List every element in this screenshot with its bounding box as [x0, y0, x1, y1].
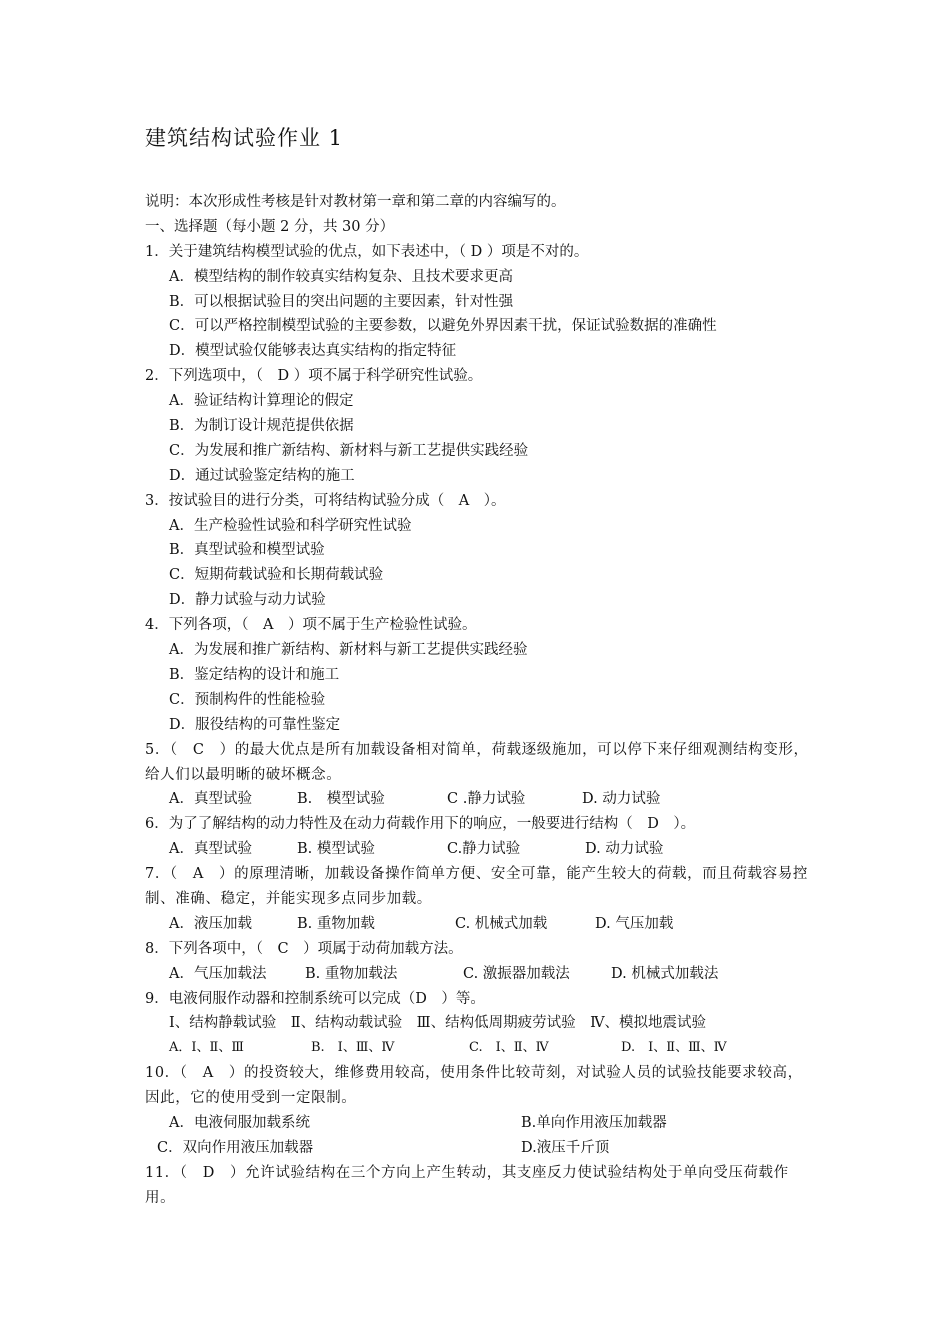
option-row: [145, 1111, 825, 1136]
option-d: D. 机械式加载法: [611, 965, 719, 982]
option-b: B．真型试验和模型试验: [169, 542, 325, 559]
option-b: B．可以根据试验目的突出问题的主要因素，针对性强: [169, 293, 514, 310]
option-d: D．服役结构的可靠性鉴定: [169, 716, 341, 733]
option-a: A．液压加载: [169, 915, 252, 932]
question-stem: 7．（ A ）的原理清晰，加载设备操作简单方便、安全可靠，能产生较大的荷载，而且荷载容易控制、准确、稳定，并能实现多点同步加载。: [145, 866, 808, 907]
option-a: A．真型试验: [169, 841, 252, 858]
page-title: 建筑结构试验作业 1: [145, 126, 344, 150]
option-c: C．预制构件的性能检验: [169, 691, 326, 708]
option-c: C. Ⅰ、Ⅱ、Ⅳ: [469, 1040, 549, 1056]
option-row: [145, 787, 825, 812]
option-d: D. 动力试验: [585, 841, 664, 858]
option-c: C．短期荷载试验和长期荷载试验: [169, 567, 384, 584]
question-stem: 2．下列选项中，（ D ）项不属于科学研究性试验。: [145, 368, 483, 385]
document-body: [145, 190, 825, 1211]
option-c: C. 激振器加载法: [463, 965, 570, 982]
option-b: B. 重物加载: [297, 915, 375, 932]
option-a: A．真型试验: [169, 791, 252, 808]
option-b: B.单向作用液压加载器: [521, 1115, 667, 1132]
option-a: A．验证结构计算理论的假定: [169, 393, 354, 410]
option-row: [145, 962, 825, 987]
option-c: C．双向作用液压加载器: [157, 1139, 314, 1156]
question-stem: 6．为了了解结构的动力特性及在动力荷载作用下的响应，一般要进行结构（ D ）。: [145, 816, 696, 833]
option-a: A．模型结构的制作较真实结构复杂、且技术要求更高: [169, 268, 513, 285]
option-b: B. 模型试验: [297, 841, 375, 858]
question-stem: 10．（ A ）的投资较大，维修费用较高，使用条件比较苛刻，对试验人员的试验技能要求较高，因此，它的使用受到一定限制。: [145, 1065, 803, 1107]
option-a: A．为发展和推广新结构、新材料与新工艺提供实践经验: [169, 642, 528, 659]
option-d: D．通过试验鉴定结构的施工: [169, 467, 355, 484]
option-d: D.液压千斤顶: [521, 1139, 610, 1156]
question-stem: 1．关于建筑结构模型试验的优点，如下表述中，（ D ）项是不对的。: [145, 243, 589, 260]
question-stem: 4．下列各项，（ A ）项不属于生产检验性试验。: [145, 617, 477, 634]
option-c: C．为发展和推广新结构、新材料与新工艺提供实践经验: [169, 442, 529, 459]
option-d: D. 动力试验: [582, 791, 661, 808]
option-d: D．静力试验与动力试验: [169, 592, 326, 609]
option-row: [145, 1036, 825, 1061]
option-b: B. 重物加载法: [305, 965, 398, 982]
question-stem: 5．（ C ）的最大优点是所有加载设备相对简单，荷载逐级施加，可以停下来仔细观测结构变形，给人们以最明晰的破坏概念。: [145, 741, 809, 783]
option-row: [145, 837, 825, 862]
option-a: A．Ⅰ、Ⅱ、Ⅲ: [169, 1040, 244, 1056]
option-c: C .静力试验: [447, 791, 526, 808]
option-b: B. Ⅰ、Ⅲ、Ⅳ: [311, 1040, 395, 1056]
option-row: [145, 1136, 825, 1161]
question-stem: 9．电液伺服作动器和控制系统可以完成（D ）等。: [145, 990, 485, 1007]
option-c: C.静力试验: [447, 841, 521, 858]
option-c: C. 机械式加载: [455, 915, 548, 932]
option-d: D. Ⅰ、Ⅱ、Ⅲ、Ⅳ: [621, 1040, 727, 1056]
option-b: B．为制订设计规范提供依据: [169, 418, 354, 435]
option-d: D. 气压加载: [595, 915, 674, 932]
option-c: C．可以严格控制模型试验的主要参数，以避免外界因素干扰，保证试验数据的准确性: [169, 318, 717, 335]
option-a: A．生产检验性试验和科学研究性试验: [169, 517, 412, 534]
section-heading: 一、选择题（每小题 2 分，共 30 分）: [145, 218, 395, 235]
question-stem: 3．按试验目的进行分类，可将结构试验分成（ A ）。: [145, 492, 506, 509]
intro-note: 说明：本次形成性考核是针对教材第一章和第二章的内容编写的。: [145, 194, 566, 210]
option-b: B．鉴定结构的设计和施工: [169, 666, 340, 683]
option-row: [145, 912, 825, 937]
question-stem: 11．（ D ）允许试验结构在三个方向上产生转动，其支座反力使试验结构处于单向受压荷载作用。: [145, 1164, 789, 1206]
option-b: B. 模型试验: [297, 791, 385, 808]
question-stem: 8．下列各项中，（ C ）项属于动荷加载方法。: [145, 940, 463, 957]
option-a: A．气压加载法: [169, 965, 267, 982]
option-d: D．模型试验仅能够表达真实结构的指定特征: [169, 343, 457, 360]
statement-list: Ⅰ、结构静载试验 Ⅱ、结构动载试验 Ⅲ、结构低周期疲劳试验 Ⅳ、模拟地震试验: [169, 1015, 707, 1032]
option-a: A．电液伺服加载系统: [169, 1115, 310, 1132]
